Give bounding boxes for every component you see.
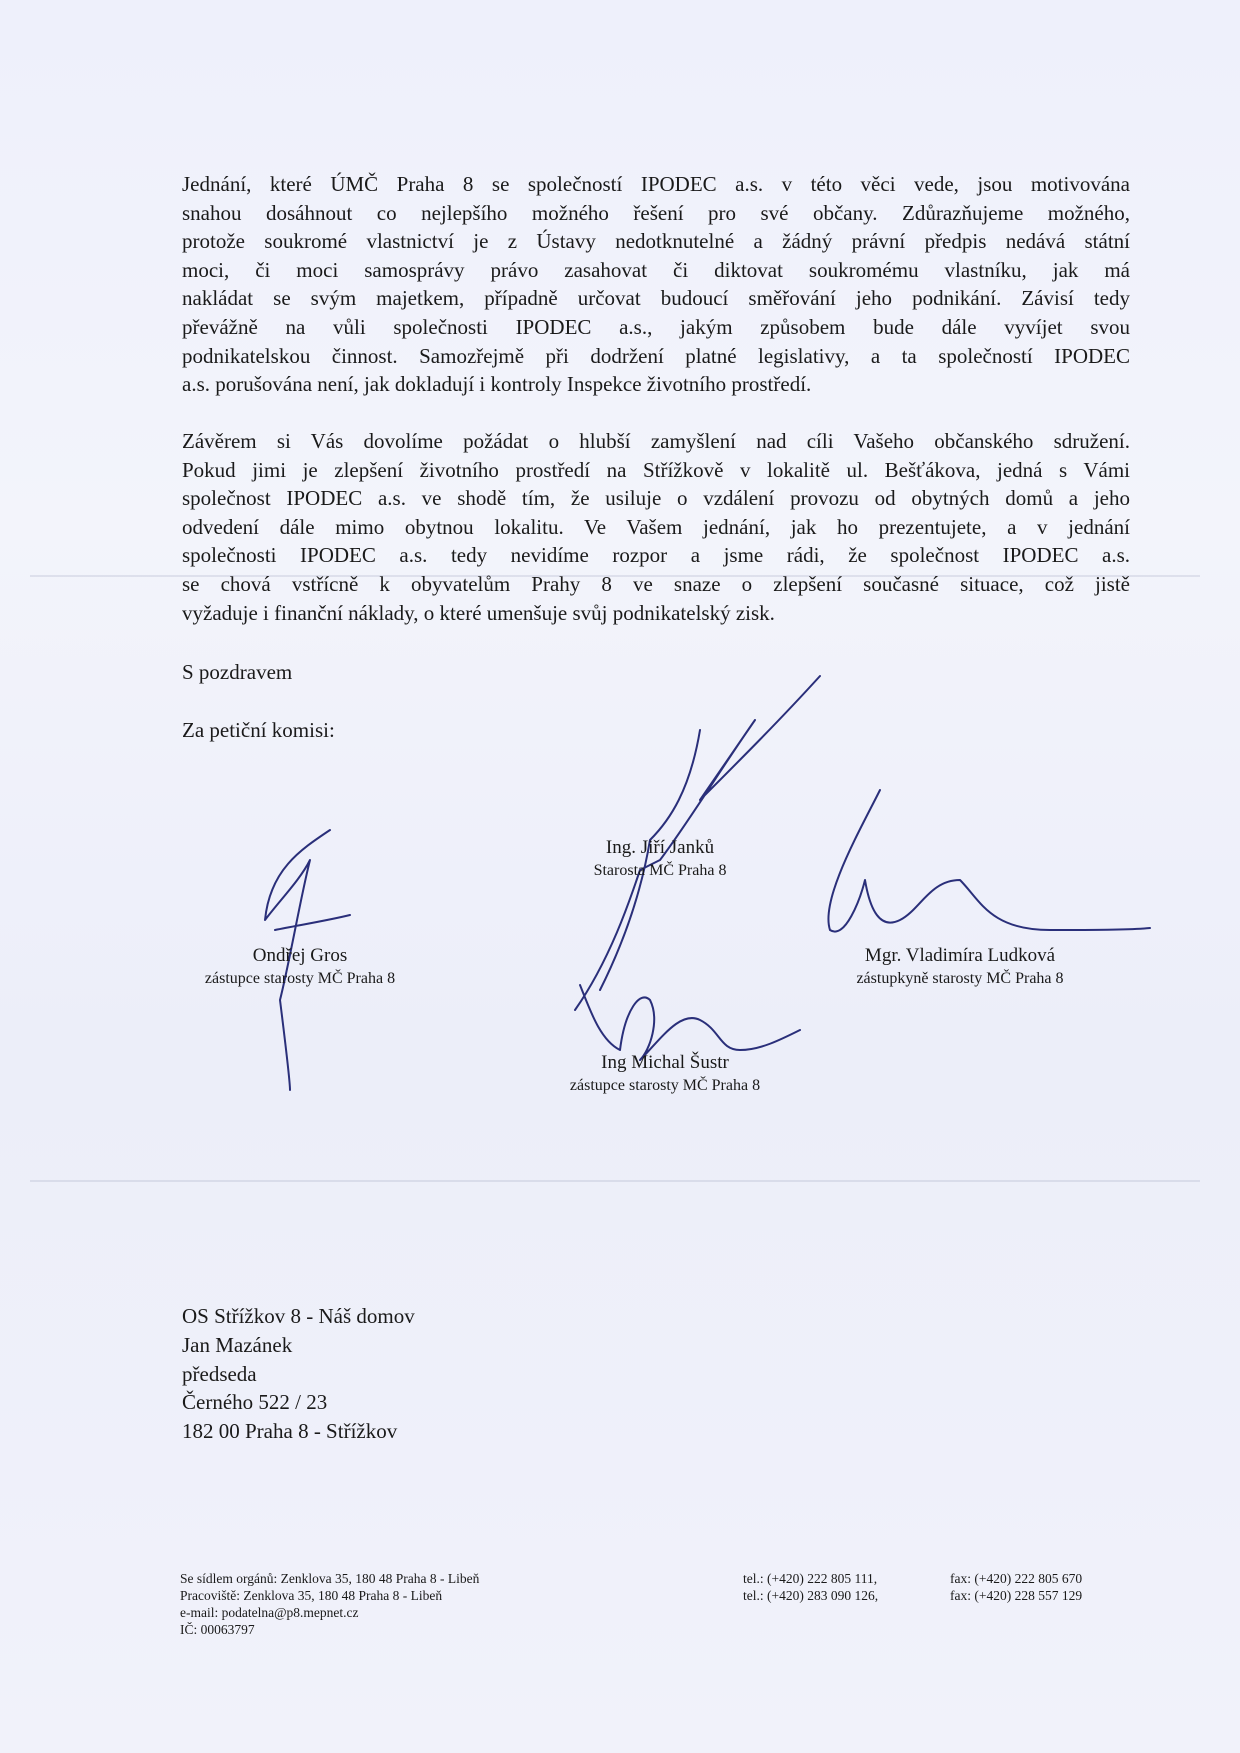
signer-sustr: [520, 1052, 810, 1095]
signer-role: zástupce starosty MČ Praha 8: [204, 970, 396, 987]
signer-janku: [540, 837, 780, 880]
text-line: Závěrem si Vás dovolíme požádat o hlubší zamyšlení nad cíli Vašeho občanského sdružení.: [182, 429, 1130, 453]
signer-gros: [170, 945, 430, 988]
signer-role: zástupce starosty MČ Praha 8: [569, 1077, 761, 1094]
petition-committee-label: Za petiční komisi:: [182, 718, 335, 742]
text-line: převážně na vůli společnosti IPODEC a.s., jakým způsobem bude dále vyvíjet svou: [182, 314, 1130, 339]
signer-name: Ing. Jiří Janků: [605, 837, 715, 858]
paper-fold-line: [30, 1180, 1200, 1182]
text-line: společnosti IPODEC a.s. tedy nevidíme rozpor a jsme rádi, že společnost IPODEC a.s.: [182, 543, 1130, 568]
paragraph-conclusion: [182, 427, 1130, 627]
text-line: společnost IPODEC a.s. ve shodě tím, že usiluje o vzdálení provozu od obytných domů a jeho: [182, 486, 1130, 511]
closing-greeting: S pozdravem: [182, 660, 293, 684]
signer-ludkova: [810, 945, 1110, 988]
text-line: nakládat se svým majetkem, případně určovat budoucí směřování jeho podnikání. Závisí tedy: [182, 286, 1130, 311]
text-line: moci, či moci samosprávy právo zasahovat či diktovat soukromému vlastníku, jak má: [182, 257, 1130, 282]
footer-seat: Se sídlem orgánů: Zenklova 35, 180 48 Praha 8 - Libeň: [180, 1571, 480, 1586]
recipient-address: [182, 1302, 415, 1446]
signer-name: Ondřej Gros: [252, 945, 348, 966]
signer-name: Ing Michal Šustr: [601, 1052, 729, 1073]
footer-phones: [743, 1570, 878, 1604]
text-line: vyžaduje i finanční náklady, o které umenšuje svůj podnikatelský zisk.: [182, 600, 775, 625]
text-line: Jednání, které ÚMČ Praha 8 se společností IPODEC a.s. v této věci vede, jsou motivována: [182, 172, 1130, 196]
footer-fax: fax: (+420) 222 805 670: [950, 1571, 1083, 1586]
text-line: a.s. porušována není, jak dokladují i kontroly Inspekce životního prostředí.: [182, 372, 812, 397]
address-line: Jan Mazánek: [182, 1332, 293, 1357]
footer-tel: tel.: (+420) 283 090 126,: [743, 1588, 879, 1603]
footer-workplace: Pracoviště: Zenklova 35, 180 48 Praha 8 - Libeň: [180, 1588, 443, 1603]
footer-fax: fax: (+420) 228 557 129: [950, 1588, 1083, 1603]
address-line: 182 00 Praha 8 - Střížkov: [182, 1419, 398, 1444]
signer-name: Mgr. Vladimíra Ludková: [864, 945, 1056, 966]
footer-faxes: [950, 1570, 1082, 1604]
footer-tel: tel.: (+420) 222 805 111,: [743, 1571, 878, 1586]
text-line: snahou dosáhnout co nejlepšího možného řešení pro své občany. Zdůrazňujeme možného,: [182, 200, 1130, 225]
text-line: odvedení dále mimo obytnou lokalitu. Ve Vašem jednání, jak ho prezentujete, a v jednání: [182, 514, 1130, 539]
address-line: Černého 522 / 23: [182, 1390, 328, 1415]
address-line: OS Střížkov 8 - Náš domov: [182, 1304, 415, 1328]
footer-office-info: [180, 1570, 479, 1638]
footer-ic: IČ: 00063797: [180, 1622, 255, 1637]
text-line: protože soukromé vlastnictví je z Ústavy nedotknutelné a žádný právní předpis nedává státní: [182, 229, 1130, 254]
text-line: podnikatelskou činnost. Samozřejmě při dodržení platné legislativy, a ta společností IPODEC: [182, 343, 1130, 368]
signer-role: Starosta MČ Praha 8: [593, 862, 727, 879]
paragraph-negotiations: [182, 170, 1130, 399]
footer-email: e-mail: podatelna@p8.mepnet.cz: [180, 1605, 359, 1620]
signer-role: zástupkyně starosty MČ Praha 8: [856, 970, 1064, 987]
text-line: Pokud jimi je zlepšení životního prostředí na Střížkově v lokalitě ul. Bešťákova, jedná s Vámi: [182, 457, 1130, 482]
address-line: předseda: [182, 1361, 257, 1386]
text-line: se chová vstřícně k obyvatelům Prahy 8 ve snaze o zlepšení současné situace, což jistě: [182, 571, 1130, 596]
